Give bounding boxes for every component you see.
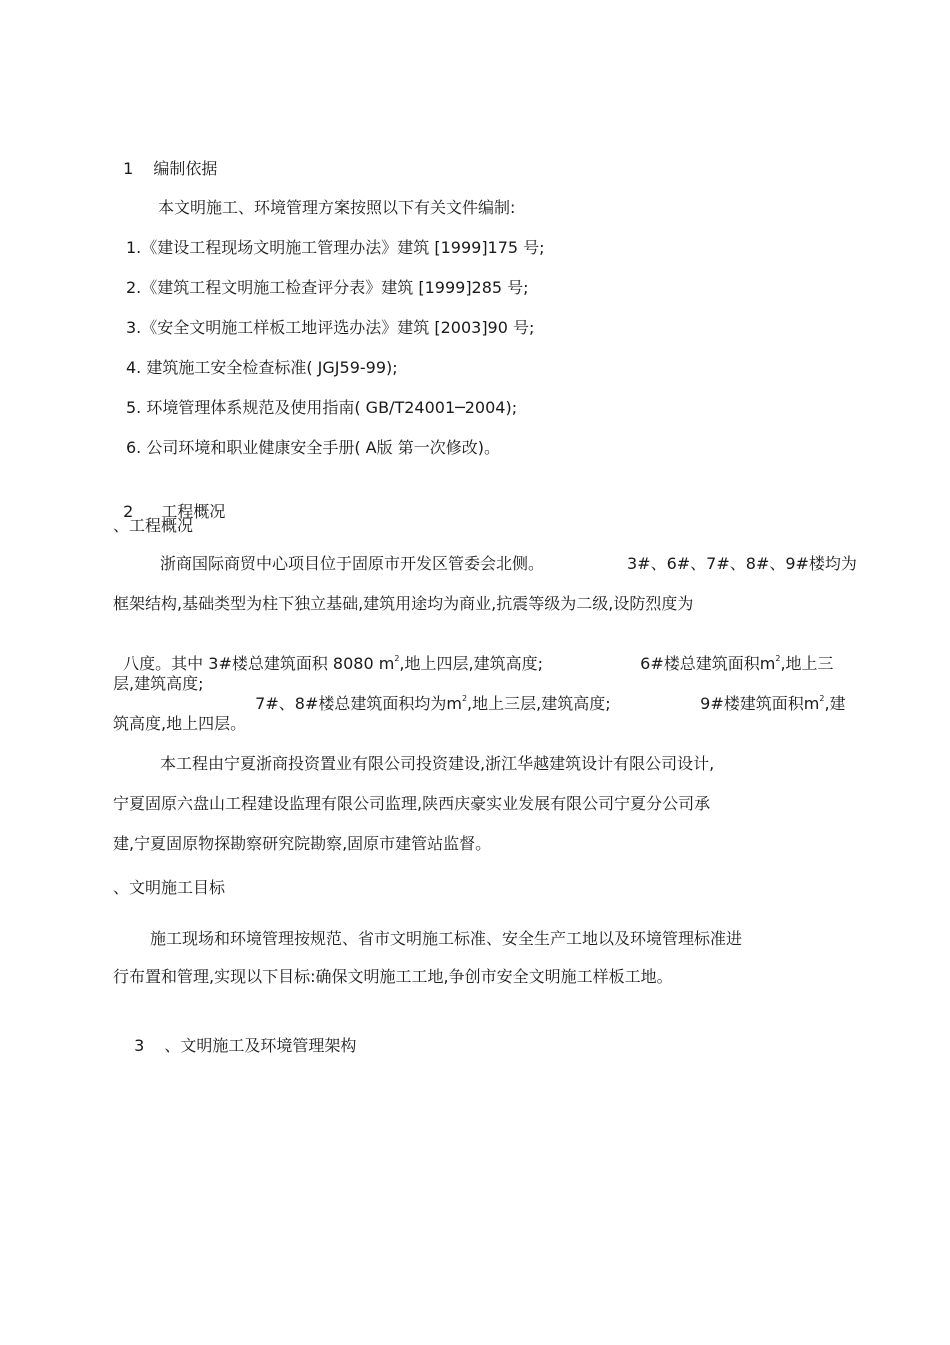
overview-p1-line4d: 9#楼建筑面积m [700, 694, 820, 713]
overview-p1-line3 [113, 634, 543, 673]
overview-p1-line4b: 7#、8#楼总建筑面积均为m [255, 694, 462, 713]
basis-item-3: 3.《安全文明施工样板工地评选办法》建筑 [2003]90 号; [126, 318, 535, 337]
goal-line1: 施工现场和环境管理按规范、省市文明施工标准、安全生产工地以及环境管理标准进 [150, 929, 743, 948]
section-3-number: 3 [134, 1036, 145, 1055]
section-2-number: 2 [123, 502, 134, 521]
overview-p1-line3c: 6#楼总建筑面积m [640, 654, 776, 673]
superscript-2: 2 [394, 654, 400, 663]
basis-item-5: 5. 环境管理体系规范及使用指南( GB/T24001─2004); [126, 398, 518, 417]
section-1-number: 1 [123, 159, 134, 178]
overview-subheading: 、工程概况 [113, 516, 194, 535]
overview-p1-line1a: 浙商国际商贸中心项目位于固原市开发区管委会北侧。 [160, 554, 545, 573]
superscript-2: 2 [461, 694, 468, 703]
section-2-heading [113, 482, 226, 521]
section-1-heading [113, 139, 218, 178]
section-1-title: 编制依据 [153, 159, 218, 178]
overview-p1-line4c: ,地上三层,建筑高度; [467, 694, 611, 713]
overview-p1-line3a: 八度。其中 3#楼总建筑面积 8080 m [123, 654, 395, 673]
basis-item-6: 6. 公司环境和职业健康安全手册( A版 第一次修改)。 [126, 438, 500, 457]
overview-p1-line3-right [630, 634, 834, 673]
basis-item-4: 4. 建筑施工安全检查标准( JGJ59-99); [126, 358, 398, 377]
overview-p2-line2: 宁夏固原六盘山工程建设监理有限公司监理,陕西庆豪实业发展有限公司宁夏分公司承 [113, 794, 711, 813]
superscript-2: 2 [819, 694, 825, 703]
basis-intro: 本文明施工、环境管理方案按照以下有关文件编制: [158, 198, 516, 217]
superscript-2: 2 [775, 654, 781, 663]
overview-p2-line3: 建,宁夏固原物探勘察研究院勘察,固原市建管站监督。 [113, 834, 492, 853]
overview-p1-line4a: 层,建筑高度; [113, 674, 204, 693]
overview-p1-line3d: ,地上三 [780, 654, 834, 673]
overview-p1-line3b: ,地上四层,建筑高度; [399, 654, 543, 673]
overview-p1-line4-mid [245, 674, 611, 713]
section-2-title: 工程概况 [161, 502, 226, 521]
overview-p2-line1: 本工程由宁夏浙商投资置业有限公司投资建设,浙江华越建筑设计有限公司设计, [160, 754, 715, 773]
goal-line2: 行布置和管理,实现以下目标:确保文明施工工地,争创市安全文明施工样板工地。 [113, 967, 673, 986]
overview-p1-line4e: ,建 [824, 694, 846, 713]
basis-item-2: 2.《建筑工程文明施工检查评分表》建筑 [1999]285 号; [126, 278, 529, 297]
section-3-heading [124, 1016, 357, 1055]
goal-subheading: 、文明施工目标 [113, 878, 226, 897]
overview-p1-line5: 筑高度,地上四层。 [113, 714, 247, 733]
basis-item-1: 1.《建设工程现场文明施工管理办法》建筑 [1999]175 号; [126, 238, 545, 257]
section-3-title: 、文明施工及环境管理架构 [164, 1036, 357, 1055]
overview-p1-line2: 框架结构,基础类型为柱下独立基础,建筑用途均为商业,抗震等级为二级,设防烈度为 [113, 594, 694, 613]
overview-p1-line4-right [690, 674, 846, 713]
overview-p1-line1b: 3#、6#、7#、8#、9#楼均为 [627, 554, 857, 573]
